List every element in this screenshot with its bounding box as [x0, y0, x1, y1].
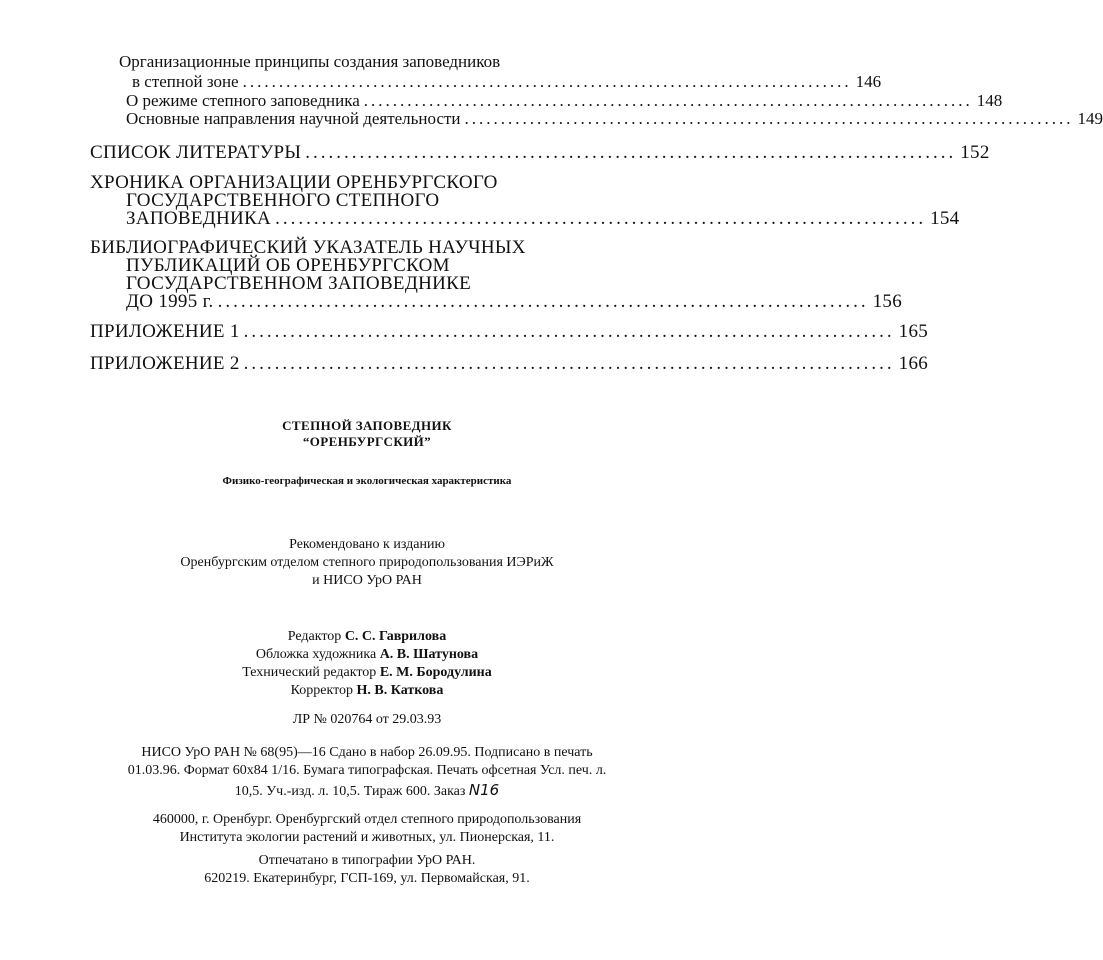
toc-sub-entry-title: О режиме степного заповедника: [126, 91, 360, 110]
toc-sub-entry-title: Основные направления научной деятельности: [126, 109, 461, 128]
toc-sub-entry-1: [132, 72, 882, 92]
toc-page-number: 166: [898, 353, 929, 374]
toc-page-number: 154: [930, 208, 960, 229]
toc-entry-bibliography: [126, 291, 902, 313]
credit-person: А. В. Шатунова: [379, 647, 479, 662]
credit-cover-artist: [0, 647, 734, 663]
toc-entry-title: ПРИЛОЖЕНИЕ 1: [90, 321, 240, 342]
credit-role: Редактор: [287, 629, 342, 644]
toc-sub-entry-3: [126, 109, 1103, 129]
toc-entry-title: ДО 1995 г.: [126, 291, 214, 312]
toc-leader-dots: ....................................................................................: [243, 321, 895, 342]
toc-entry-chronicle: [126, 208, 960, 230]
credit-editor: [0, 629, 734, 645]
recommended-line3: и НИСО УрО РАН: [312, 573, 422, 588]
toc-page-number: 146: [855, 72, 882, 91]
toc-entry-title: ПРИЛОЖЕНИЕ 2: [90, 353, 240, 374]
toc-page-number: 149: [1077, 109, 1103, 128]
toc-entry-chronicle-line2: ГОСУДАРСТВЕННОГО СТЕПНОГО: [126, 190, 440, 211]
printed-by-line1: Отпечатано в типографии УрО РАН.: [258, 853, 476, 868]
book-title-line2: “ОРЕНБУРГСКИЙ”: [302, 434, 432, 449]
toc-entry-bibliography-line2: ПУБЛИКАЦИЙ ОБ ОРЕНБУРГСКОМ: [126, 255, 450, 276]
toc-leader-dots: ....................................................................................: [243, 353, 895, 374]
publication-info-text: 10,5. Уч.-изд. л. 10,5. Тираж 600. Заказ: [234, 784, 466, 799]
toc-sub-entry-title: в степной зоне: [132, 72, 239, 91]
toc-leader-dots: ....................................................................................: [242, 72, 852, 91]
credit-proofreader: [0, 683, 734, 699]
toc-entry-appendix-1: [90, 321, 929, 343]
recommended-line1: Рекомендовано к изданию: [289, 537, 445, 552]
toc-entry-bibliography-line1: БИБЛИОГРАФИЧЕСКИЙ УКАЗАТЕЛЬ НАУЧНЫХ: [90, 237, 526, 258]
book-title-line1: СТЕПНОЙ ЗАПОВЕДНИК: [282, 418, 452, 433]
license-number: ЛР № 020764 от 29.03.93: [292, 712, 442, 727]
toc-page-number: 156: [872, 291, 902, 312]
credit-person: Н. В. Каткова: [356, 683, 444, 698]
toc-entry-bibliography-line3: ГОСУДАРСТВЕННОМ ЗАПОВЕДНИКЕ: [126, 273, 472, 294]
credit-role: Корректор: [290, 683, 354, 698]
toc-page-number: 152: [960, 142, 990, 163]
toc-sub-entry-1-line1: Организационные принципы создания заповедников: [119, 52, 501, 71]
toc-page-number: 165: [898, 321, 929, 342]
credit-role: Обложка художника: [255, 647, 377, 662]
toc-leader-dots: ....................................................................................: [464, 109, 1074, 128]
toc-entry-references: [90, 142, 990, 164]
publication-info-line2: 01.03.96. Формат 60х84 1/16. Бумага типографская. Печать офсетная Усл. печ. л.: [127, 763, 607, 778]
publication-info-line1: НИСО УрО РАН № 68(95)—16 Сдано в набор 26.09.95. Подписано в печать: [141, 745, 593, 760]
toc-entry-chronicle-line1: ХРОНИКА ОРГАНИЗАЦИИ ОРЕНБУРГСКОГО: [90, 172, 498, 193]
recommended-line2: Оренбургским отделом степного природопользования ИЭРиЖ: [180, 555, 554, 570]
toc-sub-entry-2: [126, 91, 1003, 111]
address-line1: 460000, г. Оренбург. Оренбургский отдел степного природопользования: [152, 812, 582, 827]
address-line2: Института экологии растений и животных, ул. Пионерская, 11.: [179, 830, 555, 845]
credit-person: С. С. Гаврилова: [344, 629, 447, 644]
toc-leader-dots: ....................................................................................: [363, 91, 973, 110]
toc-leader-dots: ....................................................................................: [305, 142, 957, 163]
printed-by-line2: 620219. Екатеринбург, ГСП-169, ул. Первомайская, 91.: [204, 871, 530, 886]
toc-page-number: 148: [976, 91, 1003, 110]
toc-leader-dots: ....................................................................................: [217, 291, 869, 312]
publication-info-line3: [0, 781, 734, 800]
credit-role: Технический редактор: [242, 665, 377, 680]
toc-entry-title: СПИСОК ЛИТЕРАТУРЫ: [90, 142, 302, 163]
credit-person: Е. М. Бородулина: [379, 665, 492, 680]
toc-entry-title: ЗАПОВЕДНИКА: [126, 208, 272, 229]
handwritten-order-number: N16: [468, 781, 500, 799]
book-subtitle: Физико-географическая и экологическая характеристика: [222, 475, 512, 487]
toc-entry-appendix-2: [90, 353, 929, 375]
credit-tech-editor: [0, 665, 734, 681]
toc-leader-dots: ....................................................................................: [275, 208, 927, 229]
